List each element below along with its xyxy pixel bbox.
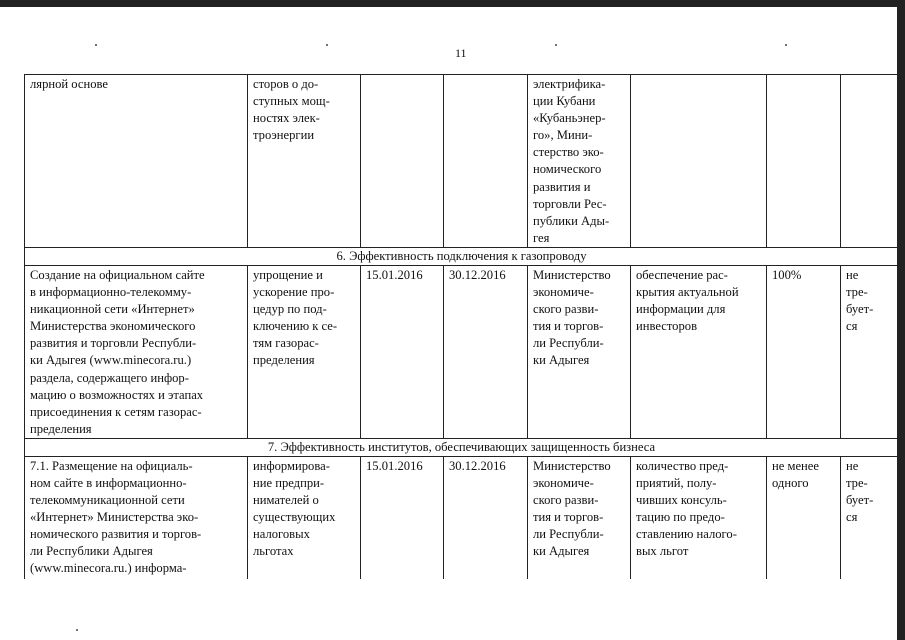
table-row — [25, 265, 899, 438]
cell-start-date — [361, 75, 444, 248]
cell-indicator: количество пред- приятий, полу- чивших консуль- тацию по предо- ставлению налого- вых льгот — [631, 456, 767, 579]
plan-table — [24, 74, 899, 579]
cell-result: сторов о до- ступных мощ- ностях элек- троэнергии — [248, 75, 361, 248]
cell-responsible: электрифика- ции Кубани «Кубаньэнер- го», Мини- стерство эко- номического развития и торговли Рес- публики Ады- гея — [528, 75, 631, 248]
section-title: 6. Эффективность подключения к газопроводу — [25, 247, 899, 265]
cell-activity: Создание на официальном сайте в информационно-телекомму- никационной сети «Интернет» Министерства экономического развития и торговли Республи- ки Адыгея (www.minecora.ru.) раздела, содержащего инфор- мацию о возможностях и этапах присоединения к сетям газорас- пределения — [25, 265, 248, 438]
cell-end-date — [444, 75, 528, 248]
scan-speck — [95, 44, 97, 46]
section-header-row — [25, 247, 899, 265]
cell-end-date: 30.12.2016 — [444, 265, 528, 438]
cell-end-date: 30.12.2016 — [444, 456, 528, 579]
cell-result: информирова- ние предпри- нимателей о существующих налоговых льготах — [248, 456, 361, 579]
cell-target-value: 100% — [767, 265, 841, 438]
cell-funding: не тре- бует- ся — [841, 456, 899, 579]
table-row-continued — [25, 75, 899, 248]
cell-target-value — [767, 75, 841, 248]
scan-speck — [555, 44, 557, 46]
section-title: 7. Эффективность институтов, обеспечивающих защищенность бизнеса — [25, 438, 899, 456]
section-header-row — [25, 438, 899, 456]
cell-indicator: обеспечение рас- крытия актуальной информации для инвесторов — [631, 265, 767, 438]
cell-funding: не тре- бует- ся — [841, 265, 899, 438]
cell-responsible: Министерство экономиче- ского разви- тия и торгов- ли Республи- ки Адыгея — [528, 265, 631, 438]
table-row — [25, 456, 899, 579]
cell-activity: лярной основе — [25, 75, 248, 248]
cell-responsible: Министерство экономиче- ского разви- тия и торгов- ли Республи- ки Адыгея — [528, 456, 631, 579]
cell-funding — [841, 75, 899, 248]
page-number: 11 — [455, 46, 467, 60]
scan-speck — [785, 44, 787, 46]
cell-start-date: 15.01.2016 — [361, 456, 444, 579]
scan-speck — [326, 44, 328, 46]
cell-indicator — [631, 75, 767, 248]
cell-target-value: не менее одного — [767, 456, 841, 579]
cell-start-date: 15.01.2016 — [361, 265, 444, 438]
cell-activity: 7.1. Размещение на официаль- ном сайте в информационно- телекоммуникационной сети «Интернет» Министерства эко- номического развития и торгов- ли Республики Адыгея (www.minecora.ru.) информа- — [25, 456, 248, 579]
scan-frame-top — [0, 0, 905, 7]
cell-result: упрощение и ускорение про- цедур по под- ключению к се- тям газорас- пределения — [248, 265, 361, 438]
scan-speck — [76, 629, 78, 631]
